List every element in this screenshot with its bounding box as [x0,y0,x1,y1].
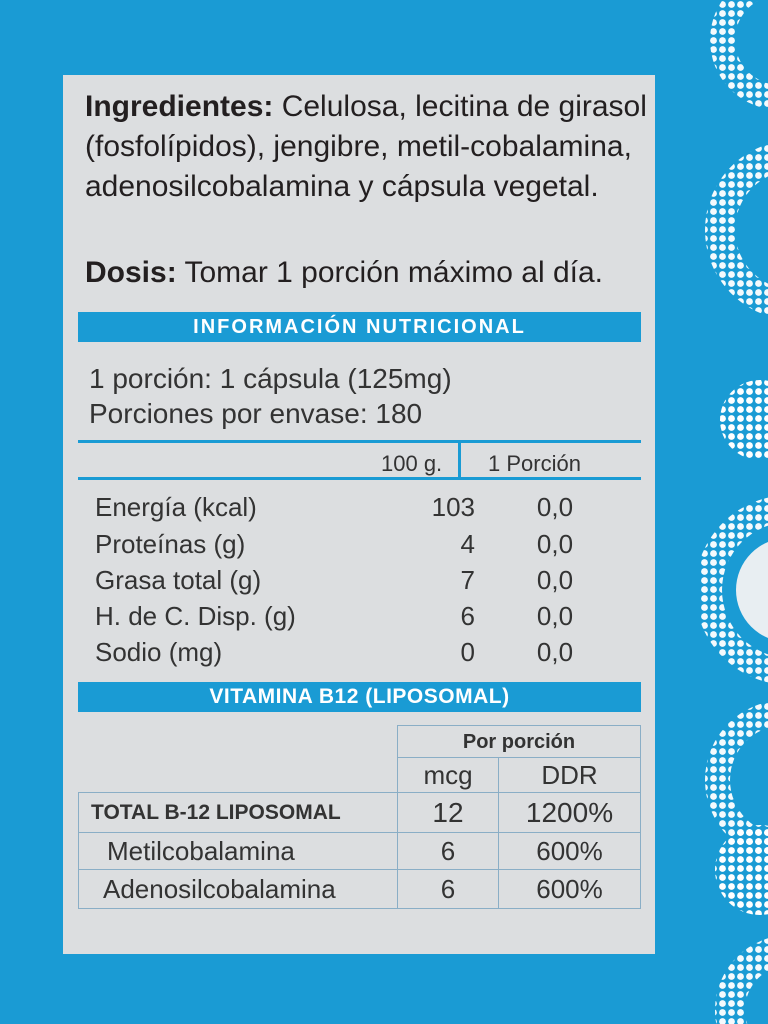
nutrient-portion: 0,0 [536,564,574,595]
nutrient-per100: 4 [460,528,475,559]
nutrition-row [95,489,615,525]
nutrition-top-divider [78,440,641,443]
col-header-100g: 100 g. [381,451,443,476]
nutrition-row [95,634,615,670]
vitamin-row-label: Adenosilcobalamina [78,869,398,909]
nutrition-title: INFORMACIÓN NUTRICIONAL [78,312,641,342]
ingredients-list: Celulosa, lecitina de girasol (fosfolípidos), jengibre, metil-cobalamina, adenosilcobalamina y cápsula vegetal. [85,90,647,203]
nutrient-per100: 7 [460,564,475,595]
nutrient-label: Sodio (mg) [95,636,223,667]
vitamin-row-ddr: 600% [498,832,641,870]
dosage-instructions: Tomar 1 porción máximo al día. [176,256,603,289]
vitamin-title: VITAMINA B12 (LIPOSOMAL) [78,682,641,712]
nutrient-portion: 0,0 [536,491,574,522]
nutrition-column-divider [458,440,461,480]
nutrition-row [95,598,615,634]
serving-info [89,361,452,431]
vitamin-row-label: TOTAL B-12 LIPOSOMAL [78,792,398,833]
nutrient-portion: 0,0 [536,528,574,559]
vitamin-ddr-header: DDR [498,757,641,793]
liposome-pattern-decoration [700,0,768,1024]
ingredients-text [85,87,651,207]
servings-per-container: Porciones por envase: 180 [89,398,423,429]
col-header-portion: 1 Porción [488,451,581,476]
vitamin-row-ddr: 1200% [498,792,641,833]
dosage-text [85,253,651,293]
nutrition-header-divider [78,477,641,480]
vitamin-row-mcg: 6 [397,869,499,909]
ingredients-label: Ingredientes: [85,90,274,123]
nutrition-row [95,526,615,562]
vitamin-row-mcg: 12 [397,792,499,833]
nutrient-label: Energía (kcal) [95,491,257,522]
nutrient-per100: 103 [431,491,475,522]
vitamin-per-portion-header: Por porción [397,725,641,758]
nutrient-label: Proteínas (g) [95,528,246,559]
nutrient-per100: 0 [460,636,475,667]
vitamin-row-ddr: 600% [498,869,641,909]
dosage-label: Dosis: [85,256,177,289]
vitamin-row-mcg: 6 [397,832,499,870]
nutrient-label: Grasa total (g) [95,564,262,595]
serving-size: 1 porción: 1 cápsula (125mg) [89,363,452,394]
label-panel [63,75,655,954]
nutrient-label: H. de C. Disp. (g) [95,600,296,631]
nutrient-portion: 0,0 [536,636,574,667]
vitamin-mcg-header: mcg [397,757,499,793]
vitamin-row-label: Metilcobalamina [78,832,398,870]
nutrition-row [95,562,615,598]
nutrient-per100: 6 [460,600,475,631]
nutrient-portion: 0,0 [536,600,574,631]
